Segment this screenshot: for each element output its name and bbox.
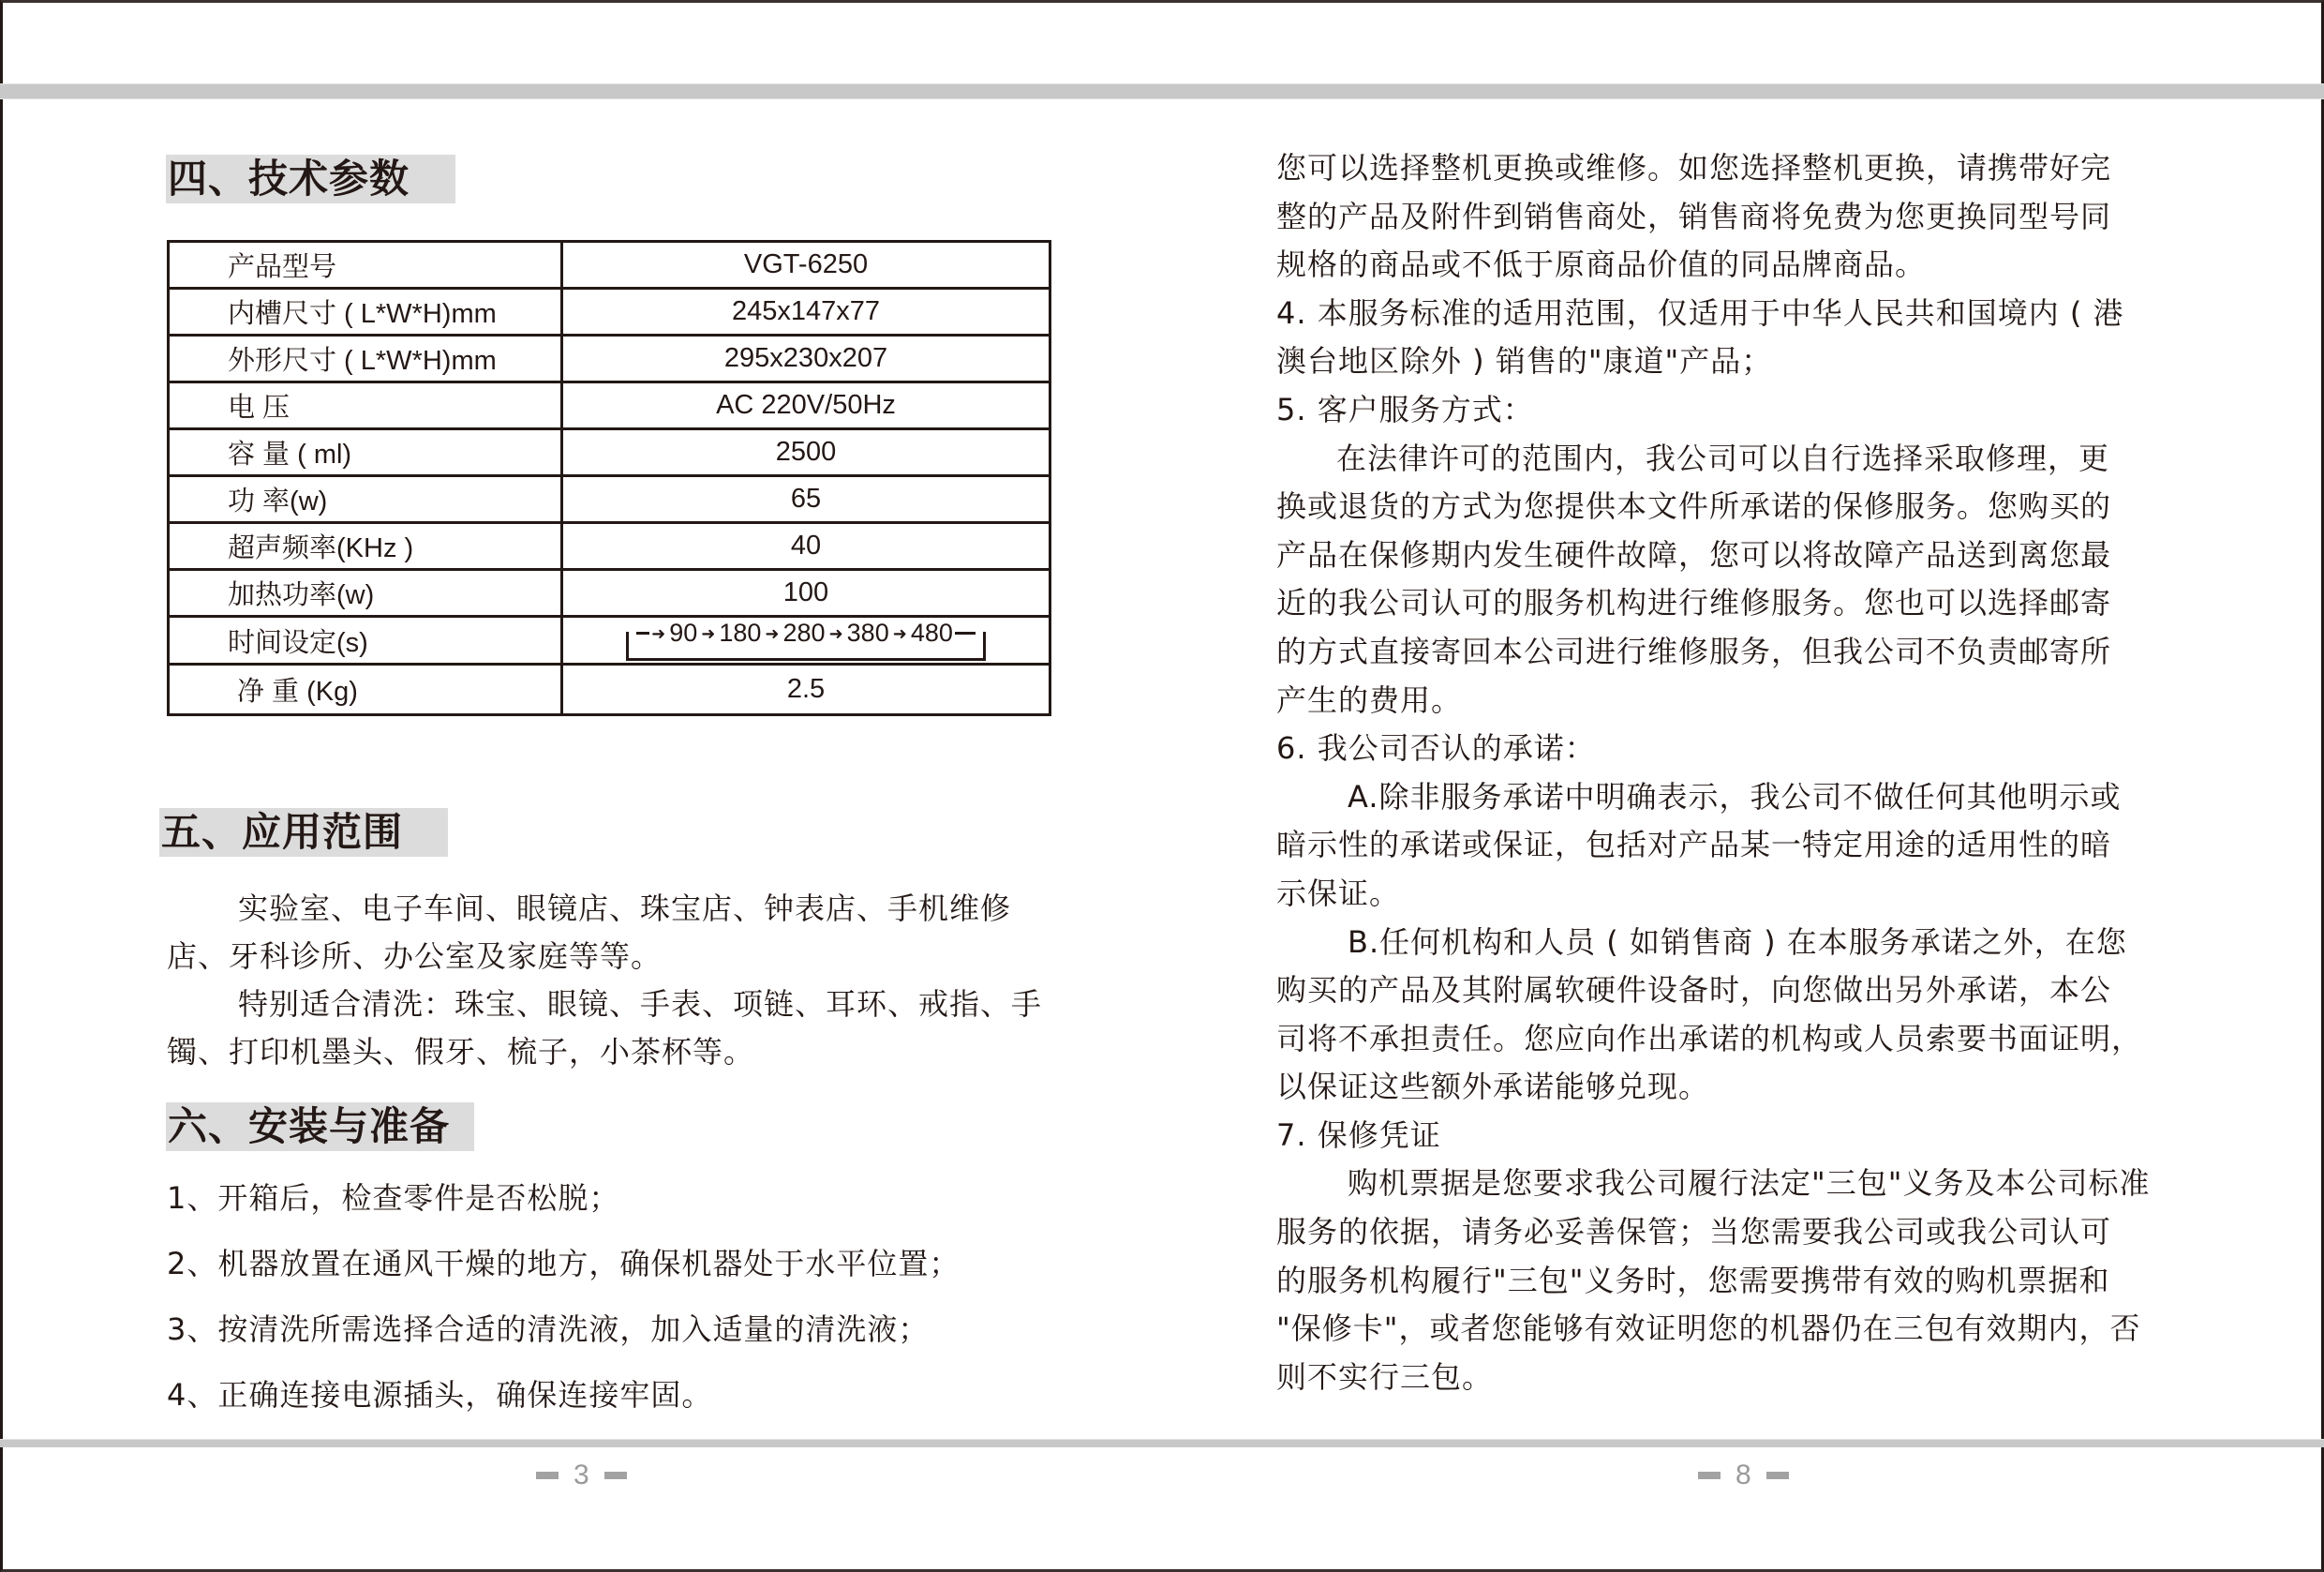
section-5-body <box>167 885 1042 1076</box>
text-line: 的服务机构履行"三包"义务时，您需要携带有效的购机票据和 <box>1276 1262 2110 1298</box>
list-item: 4、正确连接电源插头，确保连接牢固。 <box>167 1377 713 1413</box>
spec-label: 功 率(w) <box>169 476 562 523</box>
spec-label: 净 重 (Kg) <box>169 665 562 715</box>
spec-value: 100 <box>562 570 1050 617</box>
warranty-body <box>1276 144 2150 1401</box>
page-number: 8 <box>1736 1460 1751 1490</box>
text-line: 近的我公司认可的服务机构进行维修服务。您也可以选择邮寄 <box>1276 585 2112 621</box>
page-number: 3 <box>574 1460 589 1490</box>
spec-row <box>169 429 1050 476</box>
time-step: 380 <box>846 619 889 647</box>
list-item: 1、开箱后，检查零件是否松脱； <box>167 1180 620 1216</box>
spec-value: 40 <box>562 523 1050 570</box>
section-5-heading: 五、应用范围 <box>159 808 448 857</box>
text-line: 购机票据是您要求我公司履行法定"三包"义务及本公司标准 <box>1348 1165 2151 1202</box>
arrow-right-icon: ➜ <box>701 624 716 643</box>
section-title: 6. 我公司否认的承诺： <box>1276 730 1596 767</box>
spec-label: 产品型号 <box>169 242 562 289</box>
dash-decoration <box>536 1472 559 1479</box>
text-line: 换或退货的方式为您提供本文件所承诺的保修服务。您购买的 <box>1276 488 2112 525</box>
spec-row <box>169 476 1050 523</box>
dash-decoration <box>1698 1472 1721 1479</box>
cycle-start-line <box>636 632 649 635</box>
text-line: 产生的费用。 <box>1276 681 1463 718</box>
spec-row <box>169 523 1050 570</box>
spec-row <box>169 382 1050 429</box>
spec-row <box>169 570 1050 617</box>
cycle-end-line <box>955 632 976 635</box>
spec-label: 时间设定(s) <box>169 617 562 665</box>
time-step: 280 <box>782 619 826 647</box>
spec-table <box>167 240 1051 716</box>
install-steps-list <box>167 1165 960 1428</box>
dash-decoration <box>1766 1472 1789 1479</box>
spec-row <box>169 242 1050 289</box>
text-line: 的方式直接寄回本公司进行维修服务，但我公司不负责邮寄所 <box>1276 633 2112 669</box>
spec-row <box>169 336 1050 382</box>
dash-decoration <box>604 1472 627 1479</box>
time-step: 90 <box>669 619 698 647</box>
paragraph-line: 镯、打印机墨头、假牙、梳子，小茶杯等。 <box>167 1034 755 1070</box>
spec-label: 内槽尺寸 ( L*W*H)mm <box>169 289 562 336</box>
section-4-heading: 四、技术参数 <box>166 155 455 203</box>
page-number-left <box>536 1460 627 1491</box>
spec-value: 65 <box>562 476 1050 523</box>
text-line: 暗示性的承诺或保证，包括对产品某一特定用途的适用性的暗 <box>1276 827 2112 863</box>
paragraph-line: 特别适合清洗：珠宝、眼镜、手表、项链、耳环、戒指、手 <box>238 986 1043 1022</box>
text-line: 4. 本服务标准的适用范围，仅适用于中华人民共和国境内 ( 港 <box>1276 294 2124 331</box>
arrow-right-icon: ➜ <box>828 624 843 643</box>
section-6-heading: 六、安装与准备 <box>166 1102 474 1151</box>
text-line: 服务的依据，请务必妥善保管；当您需要我公司或我公司认可 <box>1276 1214 2112 1250</box>
spec-value: 295x230x207 <box>562 336 1050 382</box>
text-line: 规格的商品或不低于原商品价值的同品牌商品。 <box>1276 247 1927 283</box>
text-line: "保修卡"，或者您能够有效证明您的机器仍在三包有效期内，否 <box>1276 1310 2141 1347</box>
arrow-right-icon: ➜ <box>651 624 666 643</box>
text-line: 产品在保修期内发生硬件故障，您可以将故障产品送到离您最 <box>1276 536 2112 573</box>
text-line: 在法律许可的范围内，我公司可以自行选择采取修理，更 <box>1336 440 2110 476</box>
arrow-right-icon: ➜ <box>892 624 907 643</box>
page-number-right <box>1698 1460 1789 1491</box>
spec-value: VGT-6250 <box>562 242 1050 289</box>
spec-value: 2500 <box>562 429 1050 476</box>
time-step: 480 <box>910 619 953 647</box>
spec-value: 245x147x77 <box>562 289 1050 336</box>
text-line: 以保证这些额外承诺能够兑现。 <box>1276 1069 1710 1105</box>
spec-label: 超声频率(KHz ) <box>169 523 562 570</box>
text-line: B.任何机构和人员 ( 如销售商 ) 在本服务承诺之外，在您 <box>1348 923 2127 960</box>
list-item: 2、机器放置在通风干燥的地方，确保机器处于水平位置； <box>167 1246 961 1281</box>
list-item: 3、按清洗所需选择合适的清洗液，加入适量的清洗液； <box>167 1311 930 1347</box>
text-line: A.除非服务承诺中明确表示，我公司不做任何其他明示或 <box>1348 778 2122 815</box>
spec-label: 加热功率(w) <box>169 570 562 617</box>
text-line: 司将不承担责任。您应向作出承诺的机构或人员索要书面证明， <box>1276 1020 2143 1056</box>
text-line: 购买的产品及其附属软硬件设备时，向您做出另外承诺，本公 <box>1276 972 2112 1009</box>
spec-row <box>169 289 1050 336</box>
right-page <box>1162 0 2324 1572</box>
text-line: 整的产品及附件到销售商处，销售商将免费为您更换同型号同 <box>1276 198 2112 234</box>
section-title: 7. 保修凭证 <box>1276 1116 1441 1153</box>
paragraph-line: 实验室、电子车间、眼镜店、珠宝店、钟表店、手机维修 <box>238 891 1012 926</box>
text-line: 则不实行三包。 <box>1276 1358 1494 1395</box>
spec-value: AC 220V/50Hz <box>562 382 1050 429</box>
text-line: 您可以选择整机更换或维修。如您选择整机更换，请携带好完 <box>1276 150 2112 186</box>
text-line: 示保证。 <box>1276 875 1401 911</box>
time-cycle-diagram <box>626 619 986 663</box>
time-step: 180 <box>719 619 762 647</box>
spec-row <box>169 665 1050 715</box>
spec-label: 外形尺寸 ( L*W*H)mm <box>169 336 562 382</box>
spec-label: 电 压 <box>169 382 562 429</box>
arrow-right-icon: ➜ <box>765 624 780 643</box>
spec-value: 2.5 <box>562 665 1050 715</box>
spec-row <box>169 617 1050 665</box>
paragraph-line: 店、牙科诊所、办公室及家庭等等。 <box>167 938 663 974</box>
section-title: 5. 客户服务方式： <box>1276 391 1534 427</box>
spec-label: 容 量 ( ml) <box>169 429 562 476</box>
time-cycle-cell <box>562 617 1050 665</box>
text-line: 澳台地区除外 ) 销售的"康道"产品； <box>1276 343 1773 380</box>
